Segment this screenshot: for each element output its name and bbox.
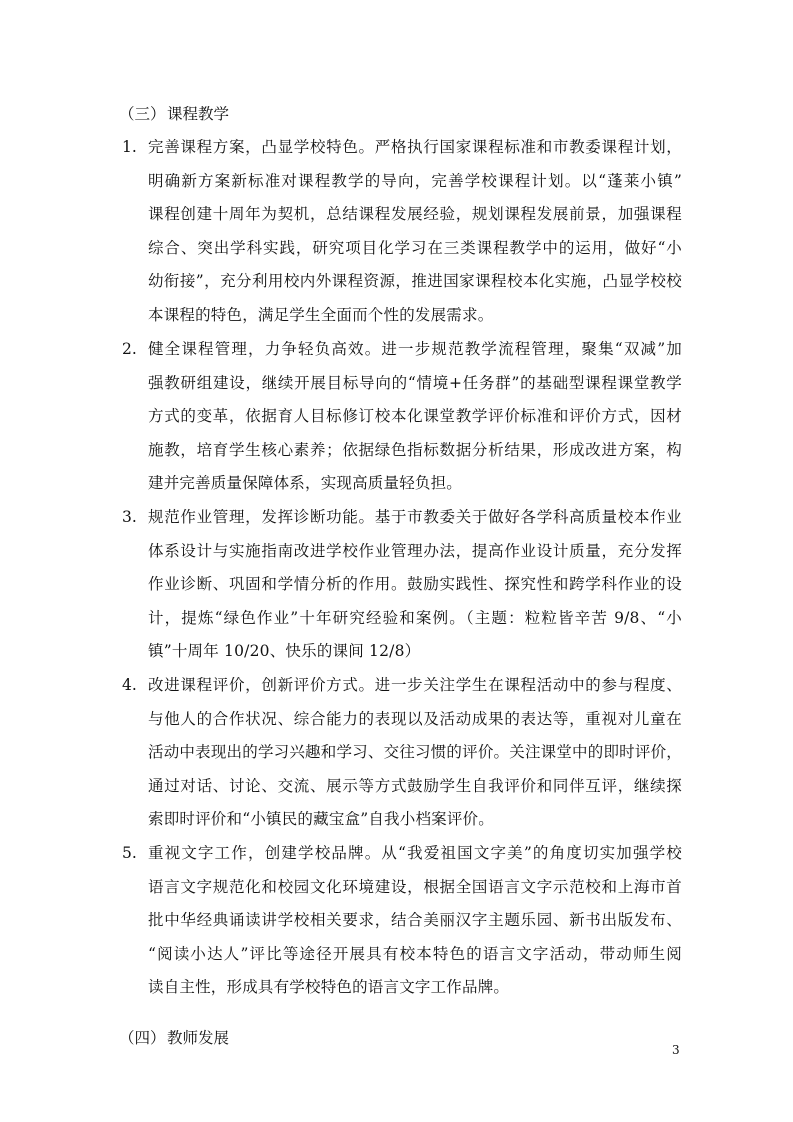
text-line: 课程创建十周年为契机，总结课程发展经验，规划课程发展前景，加强课程 <box>148 205 682 224</box>
text-line: 综合、突出学科实践，研究项目化学习在三类课程教学中的运用，做好“小 <box>148 238 682 257</box>
section-number: （四） <box>119 1029 166 1047</box>
item-number: 4. <box>122 676 137 694</box>
item-number: 3. <box>122 508 137 526</box>
text-line: 与他人的合作状况、综合能力的表现以及活动成果的表达等，重视对儿童在 <box>148 709 682 728</box>
text-line: 作业诊断、巩固和学情分析的作用。鼓励实践性、探究性和跨学科作业的设 <box>148 575 682 594</box>
text-line: 建并完善质量保障体系，实现高质量轻负担。 <box>148 474 463 493</box>
text-line: 语言文字规范化和校园文化环境建设，根据全国语言文字示范校和上海市首 <box>148 877 682 896</box>
text-line: “阅读小达人”评比等途径开展具有校本特色的语言文字活动，带动师生阅 <box>148 944 682 963</box>
text-line: 施教，培育学生核心素养；依据绿色指标数据分析结果，形成改进方案，构 <box>148 440 682 459</box>
item-number: 2. <box>122 340 137 358</box>
text-line: 强教研组建设，继续开展目标导向的“情境+任务群”的基础型课程课堂教学 <box>148 373 682 392</box>
text-line: 重视文字工作，创建学校品牌。从“我爱祖国文字美”的角度切实加强学校 <box>148 844 682 862</box>
text-line: 本课程的特色，满足学生全面而个性的发展需求。 <box>148 305 494 324</box>
text-line: 改进课程评价，创新评价方式。进一步关注学生在课程活动中的参与程度、 <box>148 676 682 694</box>
section-heading <box>119 104 229 124</box>
text-line: 方式的变革，依据育人目标修订校本化课堂教学评价标准和评价方式，因材 <box>148 407 682 426</box>
text-line: 幼衔接”，充分利用校内外课程资源，推进国家课程校本化实施，凸显学校校 <box>148 272 682 291</box>
list-item <box>122 333 682 501</box>
section-number: （三） <box>119 105 166 123</box>
text-line: 体系设计与实施指南改进学校作业管理办法，提高作业设计质量，充分发挥 <box>148 541 682 560</box>
text-line: 索即时评价和“小镇民的藏宝盒”自我小档案评价。 <box>148 810 494 829</box>
section-heading <box>119 1028 229 1048</box>
list-item <box>122 669 682 837</box>
list-item <box>122 837 682 1005</box>
text-line: 通过对话、讨论、交流、展示等方式鼓励学生自我评价和同伴互评，继续探 <box>148 776 682 795</box>
list-item <box>122 131 682 333</box>
list-item <box>122 501 682 669</box>
text-line: 读自主性，形成具有学校特色的语言文字工作品牌。 <box>148 978 510 997</box>
item-number: 1. <box>122 138 137 156</box>
section-title: 教师发展 <box>167 1029 230 1047</box>
text-line: 活动中表现出的学习兴趣和学习、交往习惯的评价。关注课堂中的即时评价， <box>148 743 682 762</box>
text-line: 完善课程方案，凸显学校特色。严格执行国家课程标准和市教委课程计划， <box>148 138 682 156</box>
text-line: 健全课程管理，力争轻负高效。进一步规范教学流程管理，聚集“双减”加 <box>148 340 682 358</box>
section-title: 课程教学 <box>167 105 230 123</box>
text-line: 规范作业管理，发挥诊断功能。基于市教委关于做好各学科高质量校本作业 <box>148 508 682 526</box>
item-number: 5. <box>122 844 137 862</box>
text-line: 镇”十周年 10/20、快乐的课间 12/8） <box>148 642 421 661</box>
text-line: 批中华经典诵读讲学校相关要求，结合美丽汉字主题乐园、新书出版发布、 <box>148 911 682 930</box>
text-line: 明确新方案新标准对课程教学的导向，完善学校课程计划。以“蓬莱小镇” <box>148 171 682 190</box>
text-line: 计，提炼“绿色作业”十年研究经验和案例。（主题：粒粒皆辛苦 9/8、“小 <box>148 608 682 627</box>
page-number: 3 <box>672 1043 680 1057</box>
